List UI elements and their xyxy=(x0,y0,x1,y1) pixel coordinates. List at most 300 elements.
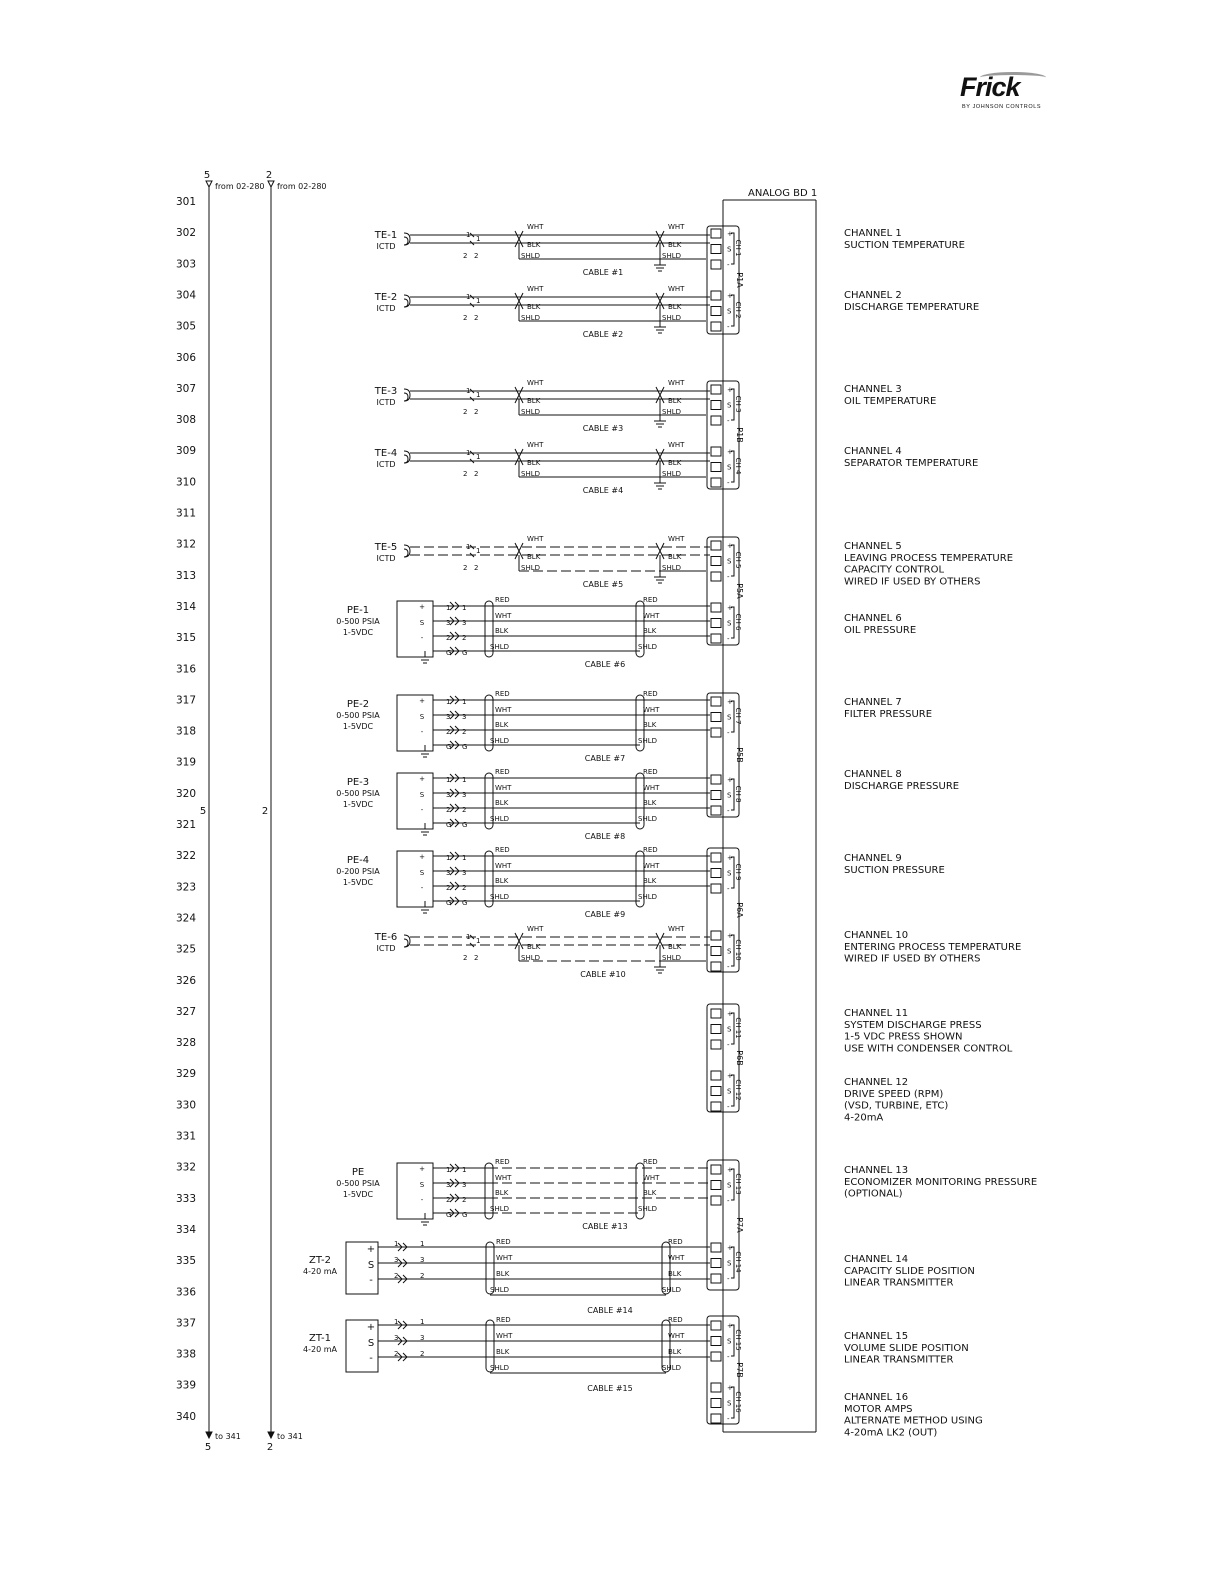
term-number: 1 xyxy=(446,854,451,862)
terminal-mark: + xyxy=(727,292,733,300)
wire-label: RED xyxy=(495,768,510,776)
cable-label: CABLE #4 xyxy=(582,486,624,495)
wire-label: WHT xyxy=(668,1254,685,1262)
sensor-tag: TE-3 xyxy=(374,386,398,397)
terminal-mark: S xyxy=(367,1338,375,1349)
wire-label: RED xyxy=(496,1316,511,1324)
wire-label: BLK xyxy=(668,241,682,249)
transducer-box xyxy=(397,1163,433,1219)
sensor-signal: 1-5VDC xyxy=(342,800,374,809)
term-number: G xyxy=(446,649,452,657)
term-number: 2 xyxy=(474,954,479,962)
terminal-square xyxy=(711,1352,721,1361)
term-number: 1 xyxy=(462,776,467,784)
term-number: 1 xyxy=(476,547,481,555)
line-number: 325 xyxy=(175,943,197,956)
wire-label: SHLD xyxy=(490,737,509,745)
term-number: G xyxy=(462,649,468,657)
terminal-square xyxy=(711,1165,721,1174)
wire-label: WHT xyxy=(495,1174,512,1182)
line-number: 314 xyxy=(175,600,197,613)
channel-description: OIL PRESSURE xyxy=(844,624,917,636)
wire-label: WHT xyxy=(527,535,544,543)
term-number: 3 xyxy=(446,1181,451,1189)
terminal-channel-id: CH 5 xyxy=(734,551,742,569)
cable-label: CABLE #9 xyxy=(584,910,626,919)
channel-heading: CHANNEL 13 xyxy=(844,1165,909,1176)
channel-description: SUCTION TEMPERATURE xyxy=(844,239,965,251)
line-number: 313 xyxy=(175,569,197,582)
terminal-square xyxy=(711,1102,721,1111)
line-number: 316 xyxy=(175,663,197,676)
wire-label: SHLD xyxy=(490,815,509,823)
transducer-box xyxy=(397,773,433,829)
wire-label: BLK xyxy=(668,943,682,951)
wire-label: SHLD xyxy=(521,314,540,322)
terminal-square xyxy=(711,1181,721,1190)
terminal-mark: - xyxy=(727,323,730,331)
terminal-channel-id: CH 15 xyxy=(734,1329,742,1351)
terminal-square xyxy=(711,884,721,893)
terminal-mark: S xyxy=(727,557,732,566)
terminal-square xyxy=(711,1243,721,1252)
line-number: 315 xyxy=(175,632,197,645)
term-number: 2 xyxy=(394,1350,399,1358)
connector-label: P7B xyxy=(735,1362,744,1378)
channel-description: (OPTIONAL) xyxy=(844,1188,903,1200)
terminal-channel-id: CH 4 xyxy=(734,457,742,475)
terminal-mark: S xyxy=(419,1181,425,1189)
terminal-mark: - xyxy=(727,1275,730,1283)
terminal-mark: - xyxy=(420,806,424,814)
line-number: 305 xyxy=(175,320,197,333)
wire-label: WHT xyxy=(668,441,685,449)
sensor-type: ICTD xyxy=(376,460,396,469)
wire-label: BLK xyxy=(495,877,509,885)
term-number: 1 xyxy=(462,1166,467,1174)
line-number: 336 xyxy=(175,1286,197,1299)
line-number: 309 xyxy=(175,445,197,458)
wire-label: SHLD xyxy=(490,893,509,901)
line-number: 301 xyxy=(175,196,197,208)
line-number: 307 xyxy=(175,382,197,395)
sensor-range: 0-500 PSIA xyxy=(336,711,380,720)
term-number: 2 xyxy=(420,1350,425,1358)
channel-heading: CHANNEL 2 xyxy=(844,290,902,301)
transducer-box xyxy=(397,601,433,657)
terminal-channel-id: CH 3 xyxy=(734,395,742,413)
terminal-square xyxy=(711,447,721,456)
wire-label: WHT xyxy=(668,925,685,933)
term-number: 2 xyxy=(446,884,451,892)
cable-label: CABLE #10 xyxy=(580,970,626,979)
sensor-signal: 1-5VDC xyxy=(342,722,374,731)
wire-label: WHT xyxy=(527,925,544,933)
terminal-mark: S xyxy=(727,401,732,410)
wire-label: RED xyxy=(643,1158,658,1166)
rail-to-label: to 341 xyxy=(215,1432,241,1441)
wire-label: SHLD xyxy=(490,1364,509,1372)
term-number: 1 xyxy=(476,391,481,399)
term-number: 2 xyxy=(463,314,468,322)
sensor-tag: TE-5 xyxy=(374,542,398,553)
channel-description: OIL TEMPERATURE xyxy=(844,395,937,407)
term-number: G xyxy=(462,743,468,751)
rail-arrow-out-icon xyxy=(268,1432,274,1438)
wire-label: SHLD xyxy=(638,893,657,901)
terminal-mark: - xyxy=(727,963,730,971)
wire-label: SHLD xyxy=(662,252,681,260)
term-number: 2 xyxy=(446,634,451,642)
channel-description: USE WITH CONDENSER CONTROL xyxy=(844,1043,1013,1055)
channel-description: 4-20mA LK2 (OUT) xyxy=(844,1427,938,1439)
channel-heading: CHANNEL 8 xyxy=(844,769,902,780)
wire-label: WHT xyxy=(495,706,512,714)
terminal-square xyxy=(711,1087,721,1096)
wire-label: WHT xyxy=(495,612,512,620)
line-number: 324 xyxy=(175,912,197,925)
sensor-type: ICTD xyxy=(376,304,396,313)
cable-label: CABLE #15 xyxy=(587,1384,633,1393)
channel-description: 4-20mA xyxy=(844,1112,884,1124)
terminal-mark: - xyxy=(369,1275,373,1286)
wire-label: WHT xyxy=(495,784,512,792)
connector-label: P1B xyxy=(735,427,744,443)
wire-label: BLK xyxy=(495,721,509,729)
channel-heading: CHANNEL 5 xyxy=(844,541,902,552)
term-number: 1 xyxy=(466,387,471,395)
wire-label: SHLD xyxy=(521,252,540,260)
sensor-tag: PE-2 xyxy=(346,699,370,710)
line-number: 331 xyxy=(175,1130,197,1143)
connector-label: P1A xyxy=(735,272,744,288)
terminal-mark: S xyxy=(727,713,732,722)
terminal-mark: S xyxy=(727,1087,732,1096)
terminal-mark: + xyxy=(727,1384,733,1392)
terminal-mark: + xyxy=(727,1072,733,1080)
wire-label: WHT xyxy=(643,706,660,714)
cable-label: CABLE #7 xyxy=(584,754,626,763)
terminal-square xyxy=(711,713,721,722)
line-number: 329 xyxy=(175,1068,197,1081)
terminal-square xyxy=(711,322,721,331)
term-number: 1 xyxy=(446,776,451,784)
line-number: 308 xyxy=(175,414,197,427)
connector-label: P5B xyxy=(735,747,744,763)
terminal-square xyxy=(711,307,721,316)
terminal-channel-id: CH 16 xyxy=(734,1391,742,1413)
terminal-mark: S xyxy=(727,1399,732,1408)
ictd-sensor-icon xyxy=(404,393,408,401)
sensor-type: ICTD xyxy=(376,554,396,563)
terminal-mark: + xyxy=(727,1244,733,1252)
wire-label: SHLD xyxy=(662,314,681,322)
terminal-square xyxy=(711,229,721,238)
wire-label: BLK xyxy=(668,1270,682,1278)
sensor-tag: PE-3 xyxy=(346,777,370,788)
channel-description: SEPARATOR TEMPERATURE xyxy=(844,457,979,469)
sensor-tag: PE-1 xyxy=(346,605,370,616)
ictd-sensor-icon xyxy=(404,299,408,307)
channel-description: FILTER PRESSURE xyxy=(844,708,933,720)
wire-label: BLK xyxy=(643,627,657,635)
term-number: 3 xyxy=(420,1334,425,1342)
wire-label: SHLD xyxy=(521,564,540,572)
terminal-mark: S xyxy=(367,1260,375,1271)
term-number: 1 xyxy=(394,1318,399,1326)
ictd-sensor-icon xyxy=(404,455,408,463)
terminal-square xyxy=(711,1009,721,1018)
line-number: 338 xyxy=(175,1348,197,1361)
terminal-mark: + xyxy=(419,603,425,611)
logo-tagline: BY JOHNSON CONTROLS xyxy=(962,104,1042,110)
term-number: G xyxy=(446,743,452,751)
terminal-square xyxy=(711,1196,721,1205)
rail-from-label: from 02-280 xyxy=(215,182,265,191)
terminal-square xyxy=(711,603,721,612)
channel-description: LEAVING PROCESS TEMPERATURE xyxy=(844,552,1014,564)
wire-label: BLK xyxy=(643,1189,657,1197)
terminal-square xyxy=(711,572,721,581)
wire-label: WHT xyxy=(527,379,544,387)
term-number: 3 xyxy=(394,1334,399,1342)
terminal-mark: - xyxy=(727,1197,730,1205)
terminal-mark: + xyxy=(366,1322,376,1333)
wire-label: RED xyxy=(643,596,658,604)
terminal-channel-id: CH 9 xyxy=(734,863,742,881)
term-number: 3 xyxy=(446,713,451,721)
wire-label: BLK xyxy=(643,877,657,885)
wire-label: SHLD xyxy=(638,1205,657,1213)
terminal-square xyxy=(711,1337,721,1346)
terminal-mark: + xyxy=(727,932,733,940)
terminal-mark: + xyxy=(727,386,733,394)
term-number: 3 xyxy=(446,869,451,877)
term-number: 3 xyxy=(462,713,467,721)
line-number: 340 xyxy=(175,1410,197,1423)
terminal-square xyxy=(711,962,721,971)
term-number: 3 xyxy=(420,1256,425,1264)
line-number: 320 xyxy=(175,787,197,800)
terminal-square xyxy=(711,478,721,487)
wire-label: RED xyxy=(643,846,658,854)
sensor-signal: 1-5VDC xyxy=(342,1190,374,1199)
term-number: 2 xyxy=(474,408,479,416)
channel-description: ALTERNATE METHOD USING xyxy=(844,1415,983,1427)
cable-label: CABLE #6 xyxy=(584,660,626,669)
term-number: 1 xyxy=(446,1166,451,1174)
terminal-mark: S xyxy=(727,869,732,878)
connector-label: P5A xyxy=(735,583,744,599)
ictd-sensor-icon xyxy=(404,939,408,947)
channel-description: LINEAR TRANSMITTER xyxy=(844,1354,954,1366)
line-number: 330 xyxy=(175,1099,197,1112)
wire-label: WHT xyxy=(668,379,685,387)
terminal-channel-id: CH 2 xyxy=(734,301,742,319)
channel-description: CAPACITY CONTROL xyxy=(844,564,945,576)
wire-label: BLK xyxy=(668,397,682,405)
wire-label: SHLD xyxy=(490,1205,509,1213)
wire-label: BLK xyxy=(527,943,541,951)
rail-arrow-out-icon xyxy=(206,1432,212,1438)
terminal-mark: S xyxy=(727,1337,732,1346)
wire-label: WHT xyxy=(668,535,685,543)
terminal-mark: - xyxy=(420,728,424,736)
terminal-channel-id: CH 14 xyxy=(734,1251,742,1273)
term-number: 1 xyxy=(462,854,467,862)
line-number: 326 xyxy=(175,974,197,987)
cable-label: CABLE #1 xyxy=(582,268,624,277)
sensor-tag: PE-4 xyxy=(346,855,370,866)
line-number: 333 xyxy=(175,1192,197,1205)
terminal-mark: - xyxy=(727,573,730,581)
terminal-mark: + xyxy=(727,1010,733,1018)
terminal-square xyxy=(711,728,721,737)
wire-label: RED xyxy=(495,690,510,698)
sensor-type: ICTD xyxy=(376,944,396,953)
term-number: 2 xyxy=(394,1272,399,1280)
wire-label: RED xyxy=(495,596,510,604)
wire-label: BLK xyxy=(496,1270,510,1278)
channel-heading: CHANNEL 14 xyxy=(844,1254,909,1265)
terminal-square xyxy=(711,463,721,472)
wire-label: WHT xyxy=(668,223,685,231)
channel-heading: CHANNEL 6 xyxy=(844,613,902,624)
wire-label: BLK xyxy=(668,303,682,311)
wire-label: SHLD xyxy=(521,954,540,962)
terminal-square xyxy=(711,541,721,550)
sensor-tag: ZT-2 xyxy=(308,1255,332,1266)
wire-label: BLK xyxy=(527,459,541,467)
sensor-signal: 4-20 mA xyxy=(303,1345,337,1354)
wire-label: RED xyxy=(495,846,510,854)
line-number: 334 xyxy=(175,1223,197,1236)
wire-label: BLK xyxy=(495,627,509,635)
terminal-square xyxy=(711,1274,721,1283)
terminal-square xyxy=(711,245,721,254)
cable-label: CABLE #13 xyxy=(582,1222,628,1231)
transducer-box xyxy=(397,851,433,907)
term-number: 3 xyxy=(462,869,467,877)
term-number: G xyxy=(446,1211,452,1219)
line-number: 306 xyxy=(175,351,197,364)
terminal-mark: - xyxy=(727,635,730,643)
term-number: 2 xyxy=(474,470,479,478)
wire-label: WHT xyxy=(643,1174,660,1182)
terminal-square xyxy=(711,931,721,940)
term-number: 2 xyxy=(446,1196,451,1204)
line-number: 319 xyxy=(175,756,197,769)
terminal-mark: - xyxy=(727,479,730,487)
term-number: G xyxy=(462,821,468,829)
rail-number-mid: 5 xyxy=(199,806,207,817)
terminal-mark: - xyxy=(727,261,730,269)
terminal-mark: - xyxy=(727,1353,730,1361)
wire-label: WHT xyxy=(527,441,544,449)
term-number: 1 xyxy=(466,933,471,941)
terminal-mark: S xyxy=(727,1025,732,1034)
terminal-channel-id: CH 11 xyxy=(734,1017,742,1039)
line-number: 302 xyxy=(175,227,197,240)
terminal-mark: - xyxy=(420,884,424,892)
terminal-square xyxy=(711,869,721,878)
wire-label: SHLD xyxy=(662,1286,681,1294)
sensor-signal: 1-5VDC xyxy=(342,878,374,887)
sensor-range: 0-500 PSIA xyxy=(336,617,380,626)
line-number: 303 xyxy=(175,258,197,271)
connector-label: P6A xyxy=(735,902,744,918)
terminal-mark: + xyxy=(366,1244,376,1255)
wire-label: SHLD xyxy=(638,737,657,745)
terminal-mark: + xyxy=(727,448,733,456)
channel-heading: CHANNEL 1 xyxy=(844,228,902,239)
terminal-mark: S xyxy=(727,947,732,956)
term-number: 2 xyxy=(474,252,479,260)
wire-label: SHLD xyxy=(638,643,657,651)
terminal-channel-id: CH 10 xyxy=(734,939,742,961)
line-number: 311 xyxy=(175,507,197,520)
terminal-square xyxy=(711,775,721,784)
term-number: 2 xyxy=(463,252,468,260)
terminal-mark: S xyxy=(419,713,425,721)
term-number: 3 xyxy=(446,791,451,799)
term-number: 2 xyxy=(474,564,479,572)
terminal-mark: - xyxy=(727,885,730,893)
terminal-mark: + xyxy=(727,698,733,706)
line-number: 318 xyxy=(175,725,197,738)
terminal-square xyxy=(711,1321,721,1330)
wire-label: WHT xyxy=(496,1254,513,1262)
term-number: 2 xyxy=(462,884,467,892)
term-number: 2 xyxy=(446,728,451,736)
wire-label: WHT xyxy=(668,1332,685,1340)
terminal-mark: + xyxy=(727,854,733,862)
wire-label: BLK xyxy=(668,459,682,467)
term-number: 2 xyxy=(474,314,479,322)
channel-description: DISCHARGE PRESSURE xyxy=(844,780,960,792)
terminal-square xyxy=(711,260,721,269)
channel-description: 1-5 VDC PRESS SHOWN xyxy=(844,1031,963,1043)
channel-heading: CHANNEL 7 xyxy=(844,697,902,708)
wire-label: SHLD xyxy=(662,470,681,478)
cable-label: CABLE #3 xyxy=(582,424,624,433)
channel-heading: CHANNEL 10 xyxy=(844,930,909,941)
terminal-square xyxy=(711,947,721,956)
terminal-mark: - xyxy=(369,1353,373,1364)
terminal-channel-id: CH 1 xyxy=(734,239,742,257)
terminal-mark: + xyxy=(727,230,733,238)
term-number: 1 xyxy=(466,293,471,301)
line-number: 337 xyxy=(175,1317,197,1330)
term-number: 2 xyxy=(463,954,468,962)
terminal-square xyxy=(711,385,721,394)
term-number: 1 xyxy=(476,235,481,243)
channel-description: WIRED IF USED BY OTHERS xyxy=(844,953,981,965)
wire-label: BLK xyxy=(527,241,541,249)
sensor-tag: TE-4 xyxy=(374,448,398,459)
sensor-range: 0-500 PSIA xyxy=(336,1179,380,1188)
terminal-square xyxy=(711,557,721,566)
terminal-mark: S xyxy=(727,463,732,472)
board-title: ANALOG BD 1 xyxy=(748,188,818,199)
terminal-square xyxy=(711,1259,721,1268)
channel-description: SUCTION PRESSURE xyxy=(844,864,945,876)
terminal-channel-id: CH 13 xyxy=(734,1173,742,1195)
channel-description: LINEAR TRANSMITTER xyxy=(844,1277,954,1289)
rail-number-top: 5 xyxy=(203,170,211,181)
terminal-mark: + xyxy=(419,1165,425,1173)
sensor-signal: 4-20 mA xyxy=(303,1267,337,1276)
